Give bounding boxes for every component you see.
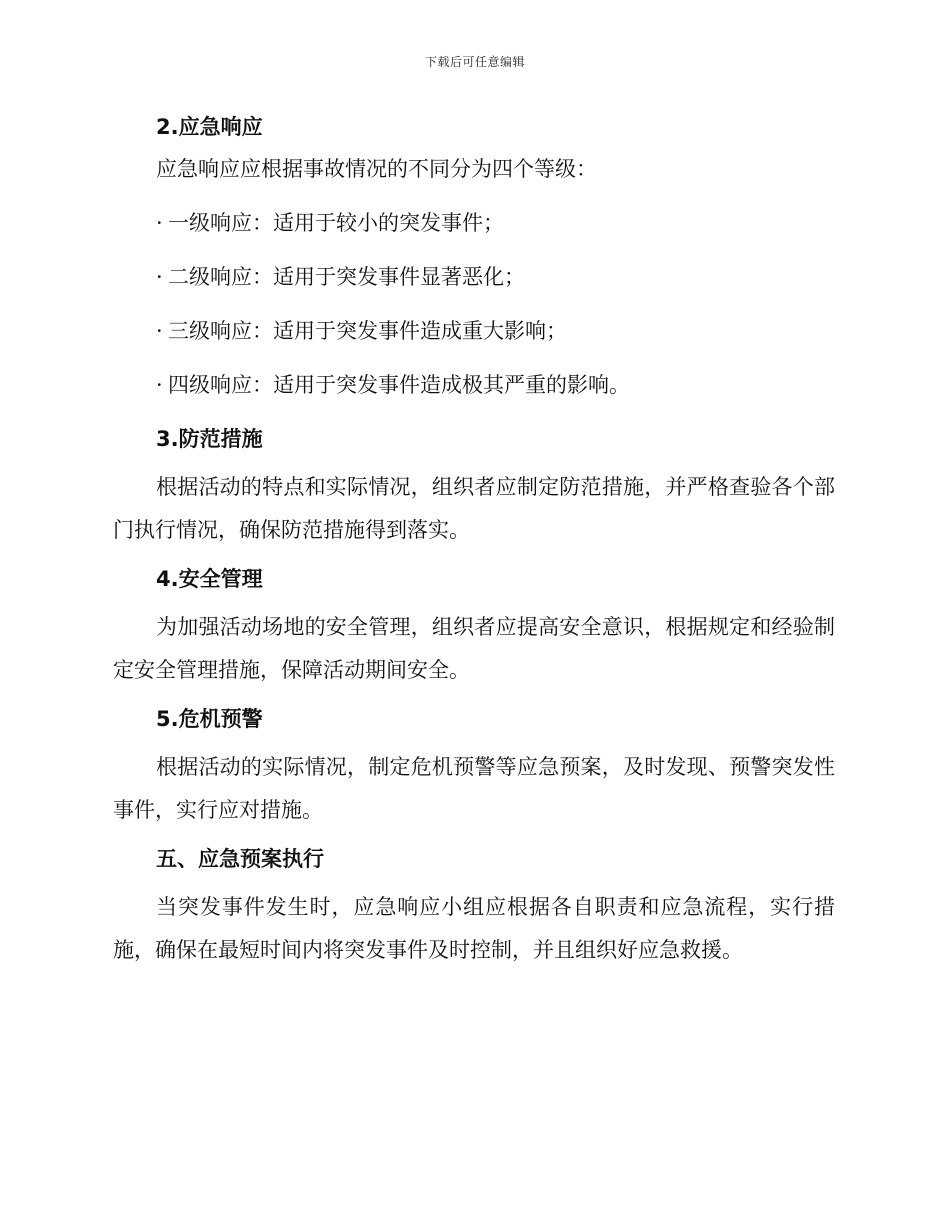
bullet-marker: ·: [156, 211, 163, 235]
bullet-marker: ·: [156, 373, 163, 397]
section-heading-safety-management: 4.安全管理: [156, 567, 263, 591]
list-item: [156, 316, 835, 346]
list-item-text: 四级响应：适用于突发事件造成极其严重的影响。: [168, 373, 630, 397]
section-heading-plan-execution: 五、应急预案执行: [156, 847, 324, 871]
list-item-text: 一级响应：适用于较小的突发事件；: [168, 211, 504, 235]
document-body: [113, 112, 835, 984]
section-paragraph: 根据活动的实际情况，制定危机预警等应急预案，及时发现、预警突发性事件，实行应对措施。: [113, 755, 835, 822]
list-item: [156, 262, 835, 292]
section-heading-crisis-warning: 5.危机预警: [156, 707, 263, 731]
page-header: 下载后可任意编辑: [424, 55, 525, 69]
section-heading-emergency-response: 2.应急响应: [156, 115, 263, 139]
list-item: [156, 208, 835, 238]
bullet-marker: ·: [156, 319, 163, 343]
list-item-text: 三级响应：适用于突发事件造成重大影响；: [168, 319, 567, 343]
section-paragraph: 为加强活动场地的安全管理，组织者应提高安全意识，根据规定和经验制定安全管理措施，保障活动期间安全。: [113, 615, 835, 682]
section-paragraph: 根据活动的特点和实际情况，组织者应制定防范措施，并严格查验各个部门执行情况，确保防范措施得到落实。: [113, 475, 835, 542]
section-paragraph: 当突发事件发生时，应急响应小组应根据各自职责和应急流程，实行措施，确保在最短时间内将突发事件及时控制，并且组织好应急救援。: [113, 895, 835, 962]
list-item-text: 二级响应：适用于突发事件显著恶化；: [168, 265, 525, 289]
section-intro: 应急响应应根据事故情况的不同分为四个等级：: [156, 157, 597, 181]
section-heading-prevention: 3.防范措施: [156, 427, 263, 451]
list-item: [156, 370, 835, 400]
bullet-marker: ·: [156, 265, 163, 289]
